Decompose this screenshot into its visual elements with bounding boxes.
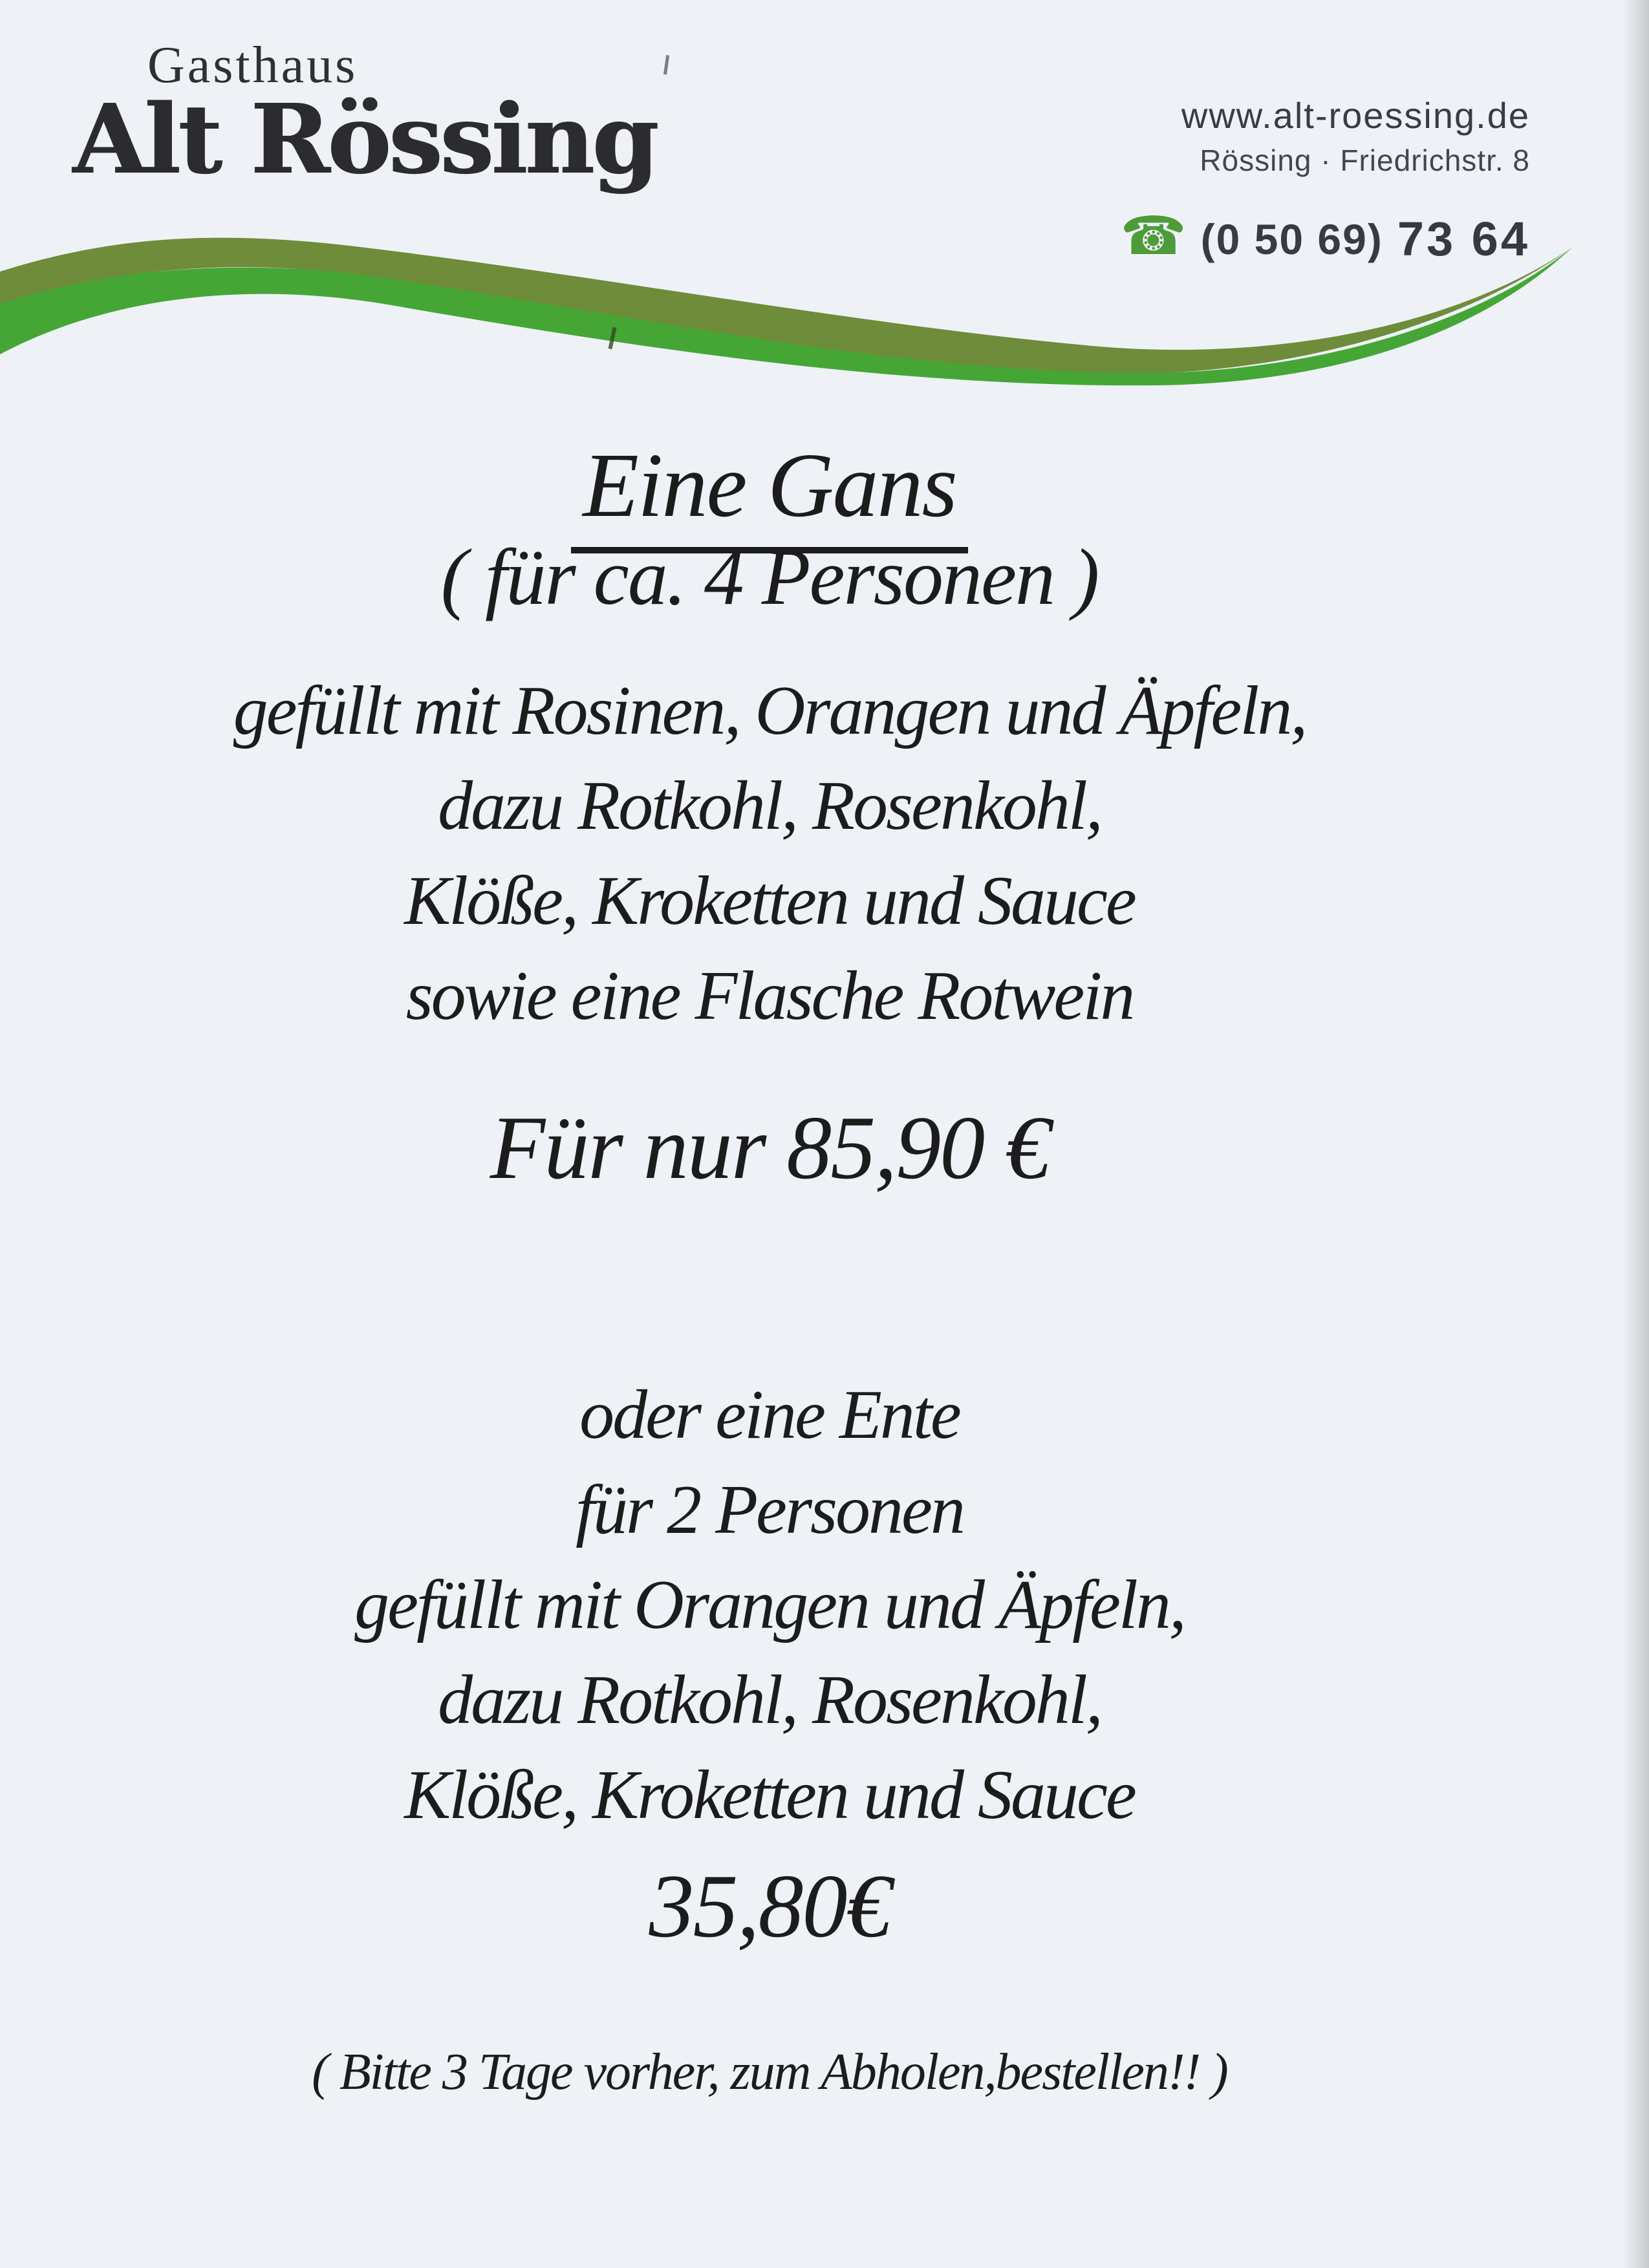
duck-line-1: oder eine Ente — [579, 1376, 960, 1453]
brand-name: Alt Rössing — [72, 83, 656, 195]
duck-line-5: Klöße, Kroketten und Sauce — [404, 1757, 1135, 1834]
goose-line-2: dazu Rotkohl, Rosenkohl, — [438, 767, 1101, 844]
goose-subtitle: ( für ca. 4 Personen ) — [440, 533, 1099, 621]
duck-line-2: für 2 Personen — [576, 1471, 964, 1548]
duck-line-3: gefüllt mit Orangen und Äpfeln, — [354, 1567, 1185, 1643]
goose-line-1: gefüllt mit Rosinen, Orangen und Äpfeln, — [233, 672, 1306, 749]
phone-area-code: (0 50 69) — [1200, 215, 1383, 263]
goose-line-4: sowie eine Flasche Rotwein — [405, 957, 1134, 1034]
address-line: Rössing · Friedrichstr. 8 — [1200, 144, 1530, 177]
telephone-icon: ☎ — [1120, 205, 1187, 267]
order-notice: ( Bitte 3 Tage vorher, zum Abholen,bestellen!! ) — [312, 2044, 1227, 2101]
phone-number: 73 64 — [1397, 212, 1530, 266]
goose-title-text: Eine Gans — [571, 432, 968, 553]
duck-line-4: dazu Rotkohl, Rosenkohl, — [438, 1662, 1101, 1738]
goose-line-3: Klöße, Kroketten und Sauce — [404, 862, 1135, 939]
goose-price: Für nur 85,90 € — [490, 1098, 1050, 1198]
duck-price: 35,80€ — [649, 1856, 890, 1956]
scanner-edge-shadow — [1623, 0, 1649, 2268]
brand-gasthaus-label: Gasthaus — [147, 37, 358, 94]
website-url: www.alt-roessing.de — [1181, 95, 1530, 136]
